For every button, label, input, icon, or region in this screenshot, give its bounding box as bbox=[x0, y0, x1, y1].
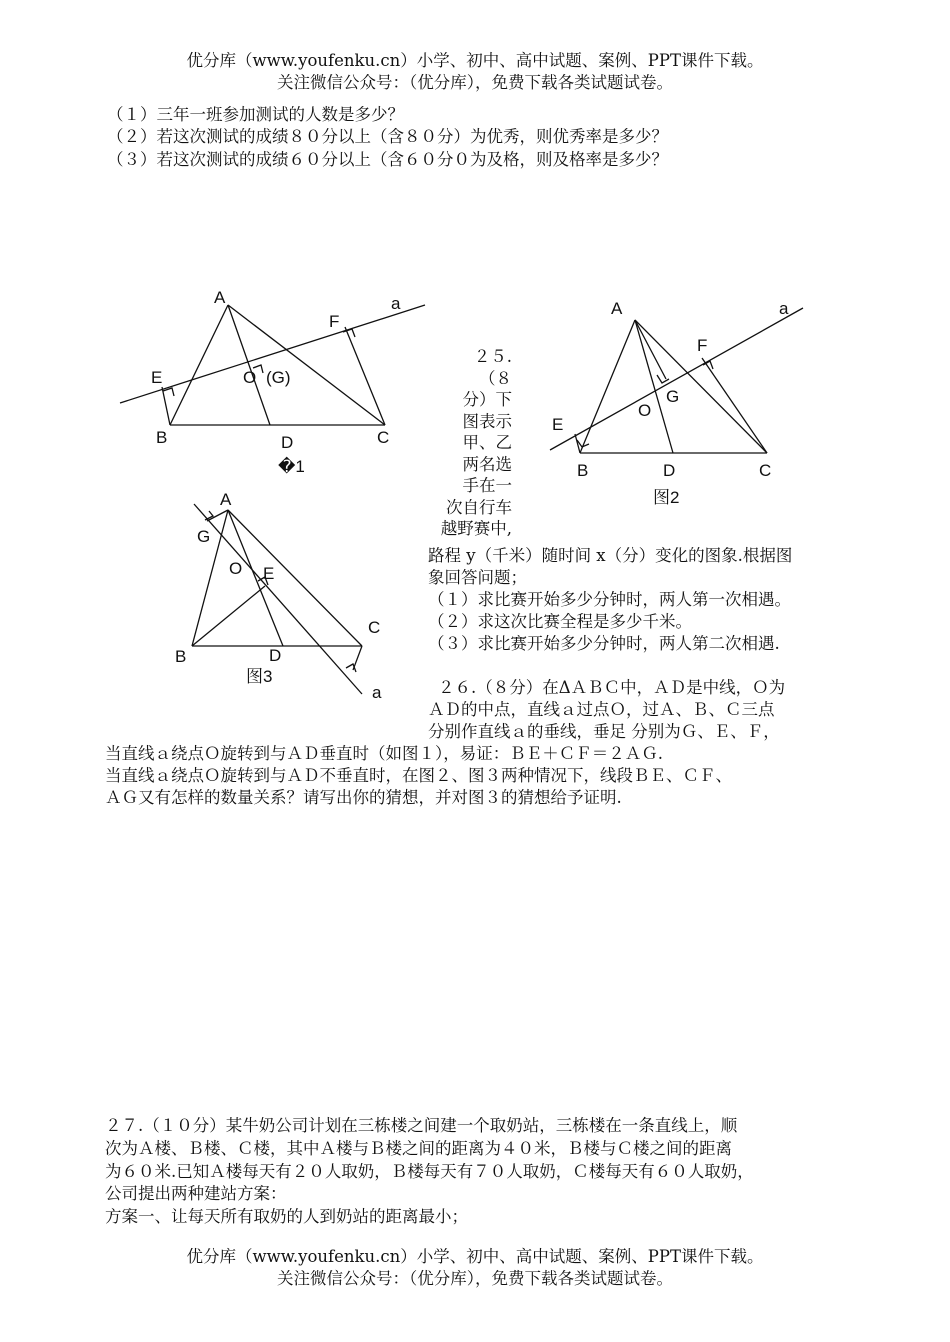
header-line-1: 优分库（www.youfenku.cn）小学、初中、高中试题、案例、PPT课件下载。 bbox=[186, 51, 764, 70]
q27-line-1: ２７.（１０分）某牛奶公司计划在三栋楼之间建一个取奶站，三栋楼在一条直线上，顺 bbox=[105, 1116, 738, 1135]
q25-line-wide: 路程 y（千米）随时间 x（分）变化的图象.根据图 bbox=[428, 546, 793, 565]
fig3-label-line-a: a bbox=[372, 683, 382, 702]
fig1-label-line-a: a bbox=[391, 294, 401, 313]
q26-line-4: 当直线ａ绕点Ｏ旋转到与ＡＤ垂直时（如图１），易证：ＢＥ＋ＣＦ＝２ＡＧ. bbox=[105, 744, 663, 763]
q25-narrow-line: 甲、乙 bbox=[462, 433, 512, 452]
figure-3 bbox=[170, 488, 395, 703]
q27-line-2: 次为Ａ楼、Ｂ楼、Ｃ楼，其中Ａ楼与Ｂ楼之间的距离为４０米，Ｂ楼与Ｃ楼之间的距离 bbox=[105, 1139, 732, 1158]
q25-narrow-line: 次自行车 bbox=[446, 497, 512, 517]
footer-line-2: 关注微信公众号：（优分库），免费下载各类试题试卷。 bbox=[277, 1269, 673, 1288]
footer-line-1: 优分库（www.youfenku.cn）小学、初中、高中试题、案例、PPT课件下载。 bbox=[186, 1247, 764, 1266]
fig1-label-d: D bbox=[281, 433, 294, 452]
fig3-caption: 图3 bbox=[246, 667, 273, 686]
q25-part-2: （２）求这次比赛全程是多少千米。 bbox=[428, 612, 692, 631]
q26-line-3: 分别作直线ａ的垂线，垂足 分别为Ｇ、Ｅ、Ｆ， bbox=[428, 722, 780, 741]
fig1-label-f: F bbox=[329, 312, 340, 331]
q25-narrow-line: 手在一 bbox=[462, 476, 512, 495]
fig2-caption: 图2 bbox=[653, 488, 680, 507]
fig2-label-d: D bbox=[663, 461, 676, 480]
fig3-label-g: G bbox=[197, 527, 211, 546]
q26-line-2: ＡＤ的中点，直线ａ过点Ｏ，过Ａ、Ｂ、Ｃ三点 bbox=[428, 700, 775, 719]
q25-part-1: （１）求比赛开始多少分钟时，两人第一次相遇。 bbox=[428, 590, 791, 609]
q24-part-1: （１）三年一班参加测试的人数是多少？ bbox=[107, 105, 404, 124]
q25-part-3: （３）求比赛开始多少分钟时，两人第二次相遇. bbox=[428, 634, 780, 653]
fig1-label-c: C bbox=[377, 428, 390, 447]
q26-line-6: ＡＧ又有怎样的数量关系？请写出你的猜想，并对图３的猜想给予证明. bbox=[105, 788, 622, 807]
fig2-label-g: G bbox=[666, 387, 680, 406]
fig2-label-c: C bbox=[759, 461, 772, 480]
q24-part-3: （３）若这次测试的成绩６０分以上（含６０分０为及格，则及格率是多少？ bbox=[107, 150, 668, 169]
q27-line-3: 为６０米.已知Ａ楼每天有２０人取奶，Ｂ楼每天有７０人取奶，Ｃ楼每天有６０人取奶， bbox=[105, 1162, 754, 1181]
header-line-2: 关注微信公众号：（优分库），免费下载各类试题试卷。 bbox=[277, 73, 673, 92]
fig2-label-line-a: a bbox=[779, 299, 789, 318]
q25-line-wide-2: 象回答问题； bbox=[428, 568, 527, 587]
fig1-label-b: B bbox=[156, 428, 168, 447]
figure-1 bbox=[110, 285, 440, 485]
fig2-label-a-vertex: A bbox=[611, 299, 623, 318]
fig3-label-a-vertex: A bbox=[220, 490, 232, 509]
q25-narrow-line: ２５. bbox=[473, 347, 512, 366]
fig3-label-c: C bbox=[368, 618, 381, 637]
fig2-label-b: B bbox=[577, 461, 589, 480]
fig2-label-o: O bbox=[638, 401, 652, 420]
fig3-label-e: E bbox=[263, 564, 275, 583]
q27-line-4: 公司提出两种建站方案： bbox=[105, 1184, 287, 1203]
fig3-label-o: O bbox=[229, 559, 243, 578]
q25-narrow-line: 分）下 bbox=[462, 390, 512, 409]
q25-narrow-column bbox=[422, 346, 512, 540]
q25-narrow-line: 越野赛中, bbox=[440, 519, 512, 538]
fig1-label-a-vertex: A bbox=[214, 288, 226, 307]
fig3-label-d: D bbox=[269, 646, 282, 665]
fig1-label-g: (G) bbox=[266, 368, 291, 387]
q25-narrow-line: （８ bbox=[479, 368, 512, 388]
q26-line-1: ２６.（８分）在ΔＡＢＣ中，ＡＤ是中线，Ｏ为 bbox=[438, 678, 786, 697]
q26-line-5: 当直线ａ绕点Ｏ旋转到与ＡＤ不垂直时，在图２、图３两种情况下，线段ＢＥ、ＣＦ、 bbox=[105, 766, 732, 785]
q24-part-2: （２）若这次测试的成绩８０分以上（含８０分）为优秀，则优秀率是多少？ bbox=[107, 127, 668, 146]
q25-narrow-line: 两名选 bbox=[462, 454, 512, 474]
fig1-caption: �1 bbox=[278, 457, 305, 476]
q25-narrow-line: 图表示 bbox=[462, 411, 512, 431]
figure-2 bbox=[545, 295, 825, 510]
fig3-label-b: B bbox=[175, 647, 187, 666]
fig2-label-e: E bbox=[552, 415, 564, 434]
q27-line-5: 方案一、让每天所有取奶的人到奶站的距离最小； bbox=[105, 1207, 468, 1226]
fig1-label-e: E bbox=[151, 368, 163, 387]
fig2-label-f: F bbox=[697, 336, 708, 355]
fig1-label-o: O bbox=[243, 368, 257, 387]
